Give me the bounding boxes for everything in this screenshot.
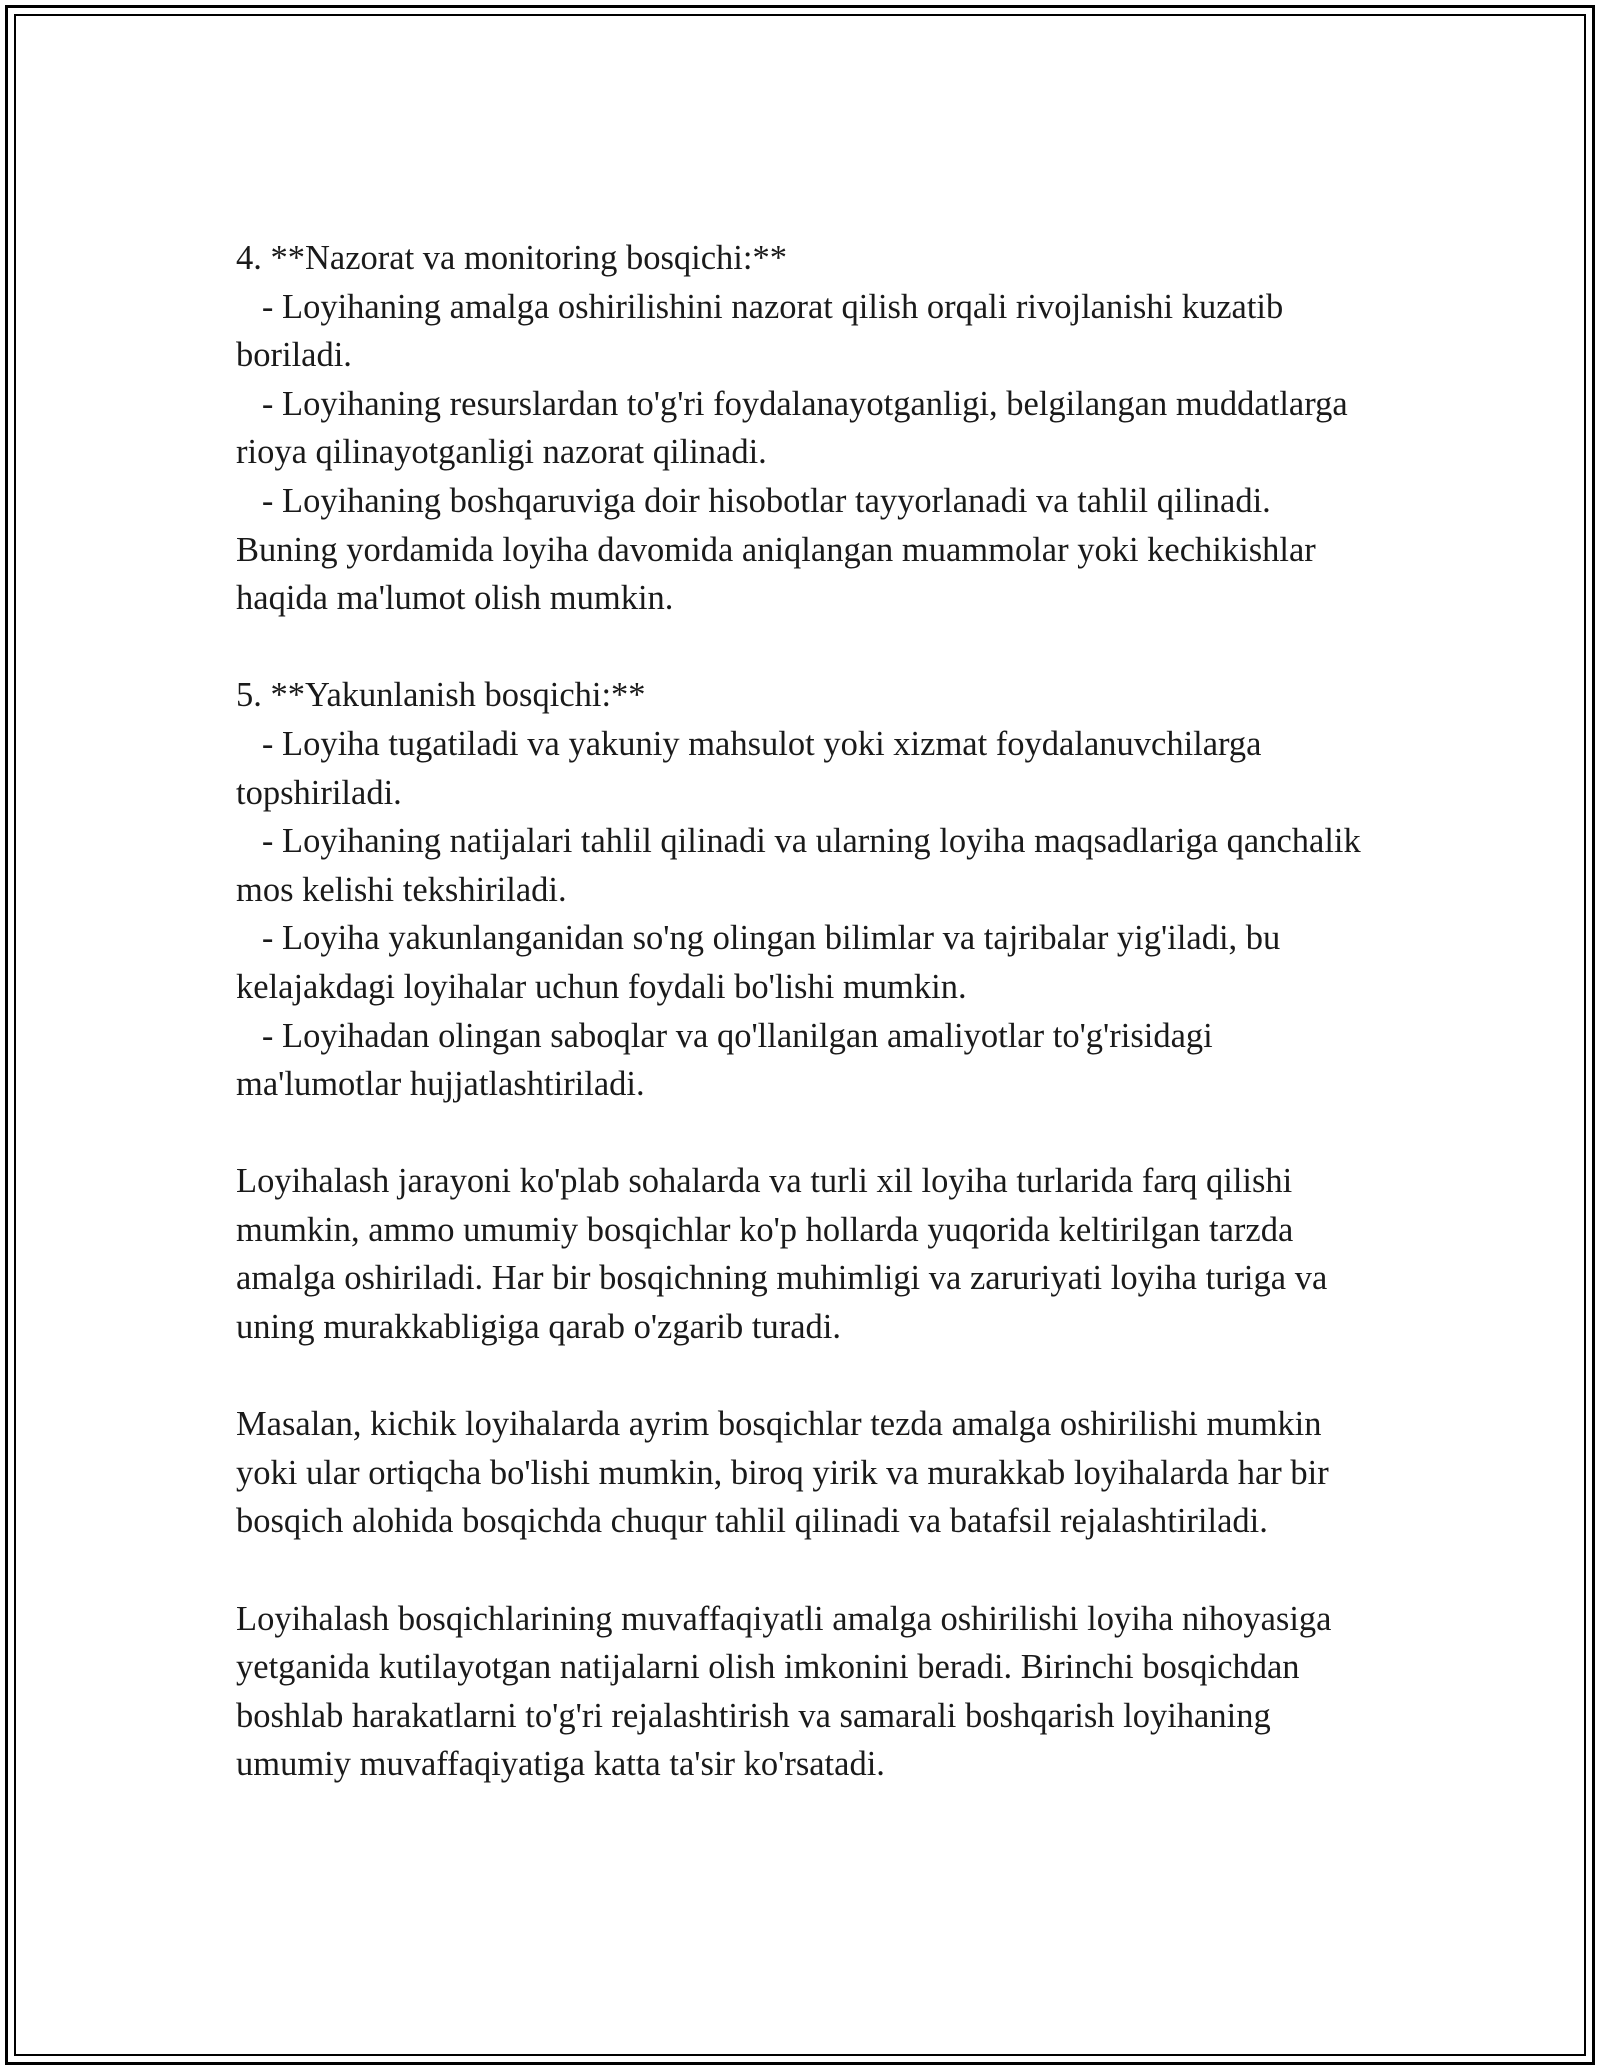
paragraph-text: Loyihalash jarayoni ko'plab sohalarda va turli xil loyiha turlarida farq qilishi mumkin, ammo umumiy bosqichlar ko'p hollarda yuqorida keltirilgan tarzda amalga oshiriladi. Har bir bosqichning muhimligi va zaruriyati loyiha turiga va uning murakkabligiga qarab o'zgarib turadi. [236,1162,1336,1347]
paragraph-text: Masalan, kichik loyihalarda ayrim bosqichlar tezda amalga oshirilishi mumkin yoki ular ortiqcha bo'lishi mumkin, biroq yirik va murakkab loyihalarda har bir bosqich alohida bosqichda chuqur tahlil qilinadi va batafsil rejalashtiriladi. [236,1405,1338,1541]
section-completion [236,671,1376,1108]
paragraph-text: Loyihalash bosqichlarining muvaffaqiyatli amalga oshirilishi loyiha nihoyasiga yetganida kutilayotgan natijalarni olish imkonini beradi. Birinchi bosqichdan boshlab harakatlarni to'g'ri rejalashtirish va samarali boshqarish loyihaning umumiy muvaffaqiyatiga katta ta'sir ko'rsatadi. [236,1599,1341,1784]
list-item: - Loyihadan olingan saboqlar va qo'llanilgan amaliyotlar to'g'risidagi ma'lumotlar hujjatlashtiriladi. [236,1016,1222,1104]
section-heading: 4. **Nazorat va monitoring bosqichi:** [236,239,787,277]
list-item: - Loyiha tugatiladi va yakuniy mahsulot yoki xizmat foydalanuvchilarga topshiriladi. [236,724,1271,812]
paragraph [236,1595,1376,1789]
paragraph [236,1157,1376,1351]
document-body [236,234,1376,1789]
list-item: - Loyihaning resurslardan to'g'ri foydalanayotganligi, belgilangan muddatlarga rioya qilinayotganligi nazorat qilinadi. [236,384,1357,472]
section-monitoring [236,234,1376,623]
list-item: - Loyihaning natijalari tahlil qilinadi va ularning loyiha maqsadlariga qanchalik mos kelishi tekshiriladi. [236,822,1370,909]
list-item: - Loyihaning boshqaruviga doir hisobotlar tayyorlanadi va tahlil qilinadi. Buning yordamida loyiha davomida aniqlangan muammolar yoki kechikishlar haqida ma'lumot olish mumkin. [236,481,1325,618]
list-item: - Loyiha yakunlanganidan so'ng olingan bilimlar va tajribalar yig'iladi, bu kelajakdagi loyihalar uchun foydali bo'lishi mumkin. [236,919,1289,1006]
list-item: - Loyihaning amalga oshirilishini nazorat qilish orqali rivojlanishi kuzatib boriladi. [236,287,1292,375]
paragraph [236,1400,1376,1546]
section-heading: 5. **Yakunlanish bosqichi:** [236,676,646,715]
